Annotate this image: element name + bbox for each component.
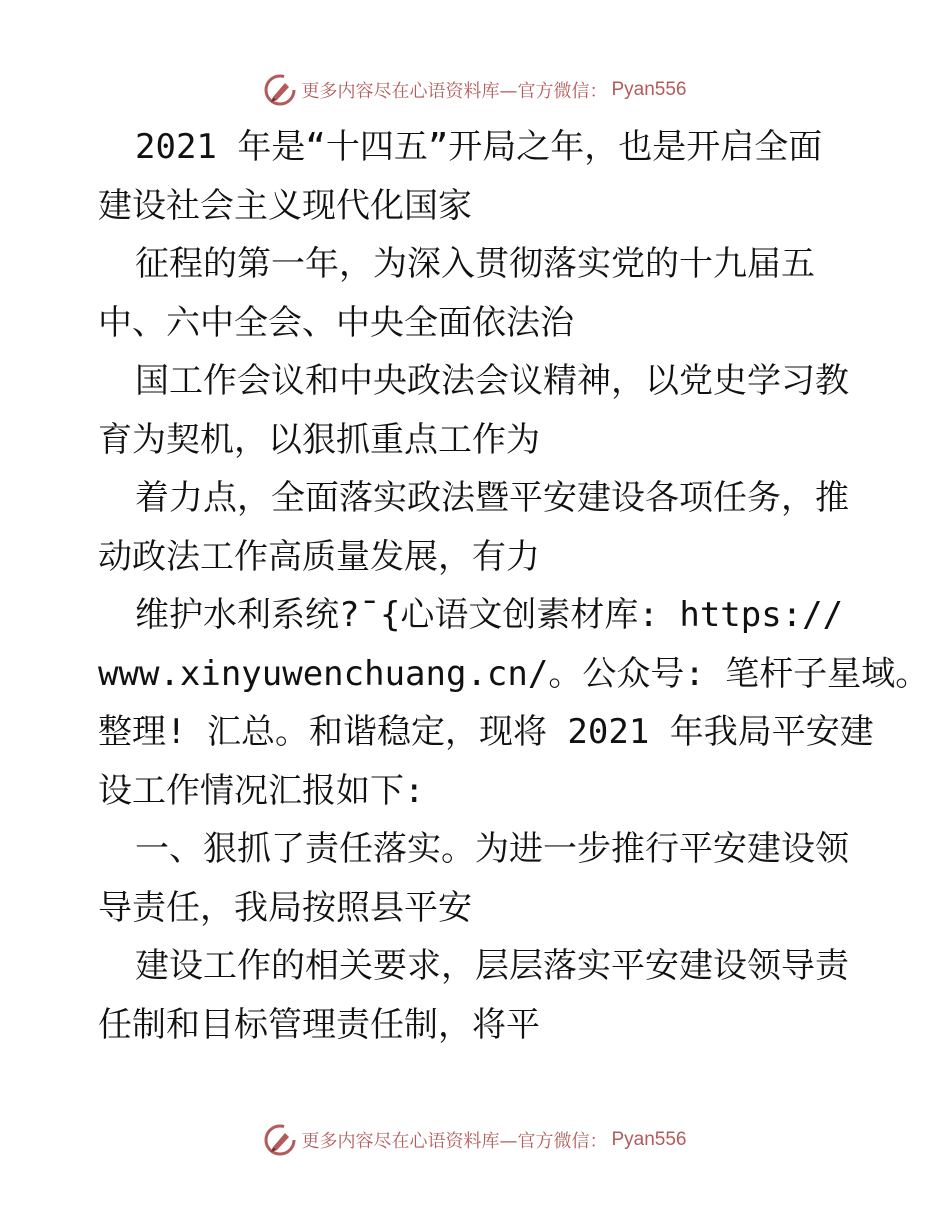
- text-line: 育为契机，以狠抓重点工作为: [98, 419, 540, 460]
- text-line: 2021 年是“十四五”开局之年，也是开启全面: [135, 127, 823, 167]
- header-watermark: [0, 70, 950, 110]
- text-line: 国工作会议和中央政法会议精神，以党史学习教: [135, 361, 849, 401]
- pen-nib-logo-icon: [263, 73, 297, 107]
- text-line: 征程的第一年，为深入贯彻落实党的十九届五: [135, 244, 815, 284]
- text-line: 着力点，全面落实政法暨平安建设各项任务，推: [135, 478, 849, 518]
- text-line: 一、狠抓了责任落实。为进一步推行平安建设领: [135, 829, 849, 869]
- text-line: 维护水利系统?¯{心语文创素材库: https://: [135, 595, 844, 635]
- text-line: www.xinyuwenchuang.cn/。公众号: 笔杆子星域。: [98, 653, 930, 694]
- pen-nib-logo-icon: [263, 1123, 297, 1157]
- text-line: 建设社会主义现代化国家: [98, 185, 472, 226]
- text-line: 整理! 汇总。和谐稳定，现将 2021 年我局平安建: [98, 712, 874, 752]
- text-line: 任制和目标管理责任制，将平: [98, 1004, 540, 1045]
- wechat-id: Pyan556: [611, 1129, 687, 1150]
- text-line: 导责任，我局按照县平安: [98, 887, 472, 928]
- text-line: 设工作情况汇报如下:: [98, 770, 425, 811]
- watermark-text: 更多内容尽在心语资料库—官方微信：: [301, 1131, 608, 1152]
- wechat-id: Pyan556: [611, 79, 687, 100]
- text-line: 动政法工作高质量发展，有力: [98, 536, 540, 577]
- text-line: 建设工作的相关要求，层层落实平安建设领导责: [135, 946, 849, 986]
- watermark-text: 更多内容尽在心语资料库—官方微信：: [301, 81, 608, 102]
- document-body: [98, 118, 930, 1054]
- text-line: 中、六中全会、中央全面依法治: [98, 302, 574, 343]
- footer-watermark: [0, 1120, 950, 1160]
